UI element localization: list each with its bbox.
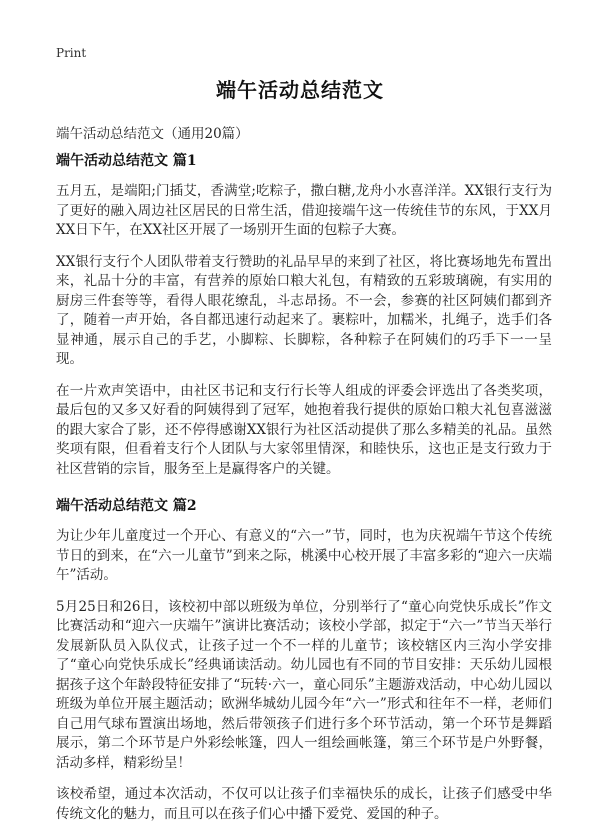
section-heading: 端午活动总结范文 篇1 xyxy=(56,153,197,169)
paragraph: 为让少年儿童度过一个开心、有意义的“六一”节，同时，也为庆祝端午节这个传统节日的到来，在“六一儿童节”到来之际，桃溪中心校开展了丰富多彩的“迎六一庆端午”活动。 xyxy=(56,528,552,583)
document-title: 端午活动总结范文 xyxy=(216,78,384,102)
section-2 xyxy=(56,495,552,824)
document-subtitle: 端午活动总结范文（通用20篇） xyxy=(56,126,249,142)
section-1 xyxy=(56,150,552,479)
paragraph: 5月25日和26日，该校初中部以班级为单位，分别举行了“童心向党快乐成长”作文比赛活动和“迎六一庆端午”演讲比赛活动；该校小学部，拟定于“六一”节当天举行发展新队员入队仪式，让孩子过一个不一样的儿童节；该校辖区内三沟小学安排了“童心向党快乐成长”经典诵读活动。幼儿园也有不同的节目安排：天乐幼儿园根据孩子这个年龄段特征安排了“玩转·六一，童心同乐”主题游戏活动，中心幼儿园以班级为单位开展主题活动；欧洲华城幼儿园今年“六一”形式和往年不一样，老师们自己用气球布置演出场地，然后带领孩子们进行多个环节活动，第一个环节是舞蹈展示，第二个环节是户外彩绘帐篷，四人一组绘画帐篷，第三个环节是户外野餐，活动多样，精彩纷呈！ xyxy=(56,598,552,771)
section-heading: 端午活动总结范文 篇2 xyxy=(56,498,197,514)
print-link[interactable]: Print xyxy=(56,46,87,60)
paragraph: 五月五，是端阳;门插艾，香满堂;吃粽子，撒白糖,龙舟小水喜洋洋。XX银行支行为了更好的融入周边社区居民的日常生活，借迎接端午这一传统佳节的东风，于XX月XX日下午，在XX社区开展了一场别开生面的包粽子大赛。 xyxy=(56,183,552,238)
document-body xyxy=(56,150,552,836)
paragraph: XX银行支行个人团队带着支行赞助的礼品早早的来到了社区，将比赛场地先布置出来，礼品十分的丰富，有营养的原始口粮大礼包，有精致的五彩玻璃碗，有实用的厨房三件套等等，看得人眼花缭乱，斗志昂扬。不一会，参赛的社区阿姨们都到齐了，随着一声开始，各自都迅速行动起来了。裹粽叶，加糯米，扎绳子，选手们各显神通，展示自己的手艺，小脚粽、长脚粽，各种粽子在阿姨们的巧手下一一呈现。 xyxy=(56,253,552,367)
paragraph: 在一片欢声笑语中，由社区书记和支行行长等人组成的评委会评选出了各类奖项，最后包的又多又好看的阿姨得到了冠军，她抱着我行提供的原始口粮大礼包喜滋滋的跟大家合了影，还不停得感谢XX银行为社区活动提供了那么多精美的礼品。虽然奖项有限，但看着支行个人团队与大家邻里情深，和睦快乐，这也正是支行致力于社区营销的宗旨，服务至上是赢得客户的关键。 xyxy=(56,382,552,477)
paragraph: 该校希望，通过本次活动，不仅可以让孩子们幸福快乐的成长，让孩子们感受中华传统文化的魅力，而且可以在孩子们心中播下爱党、爱国的种子。 xyxy=(56,786,552,822)
